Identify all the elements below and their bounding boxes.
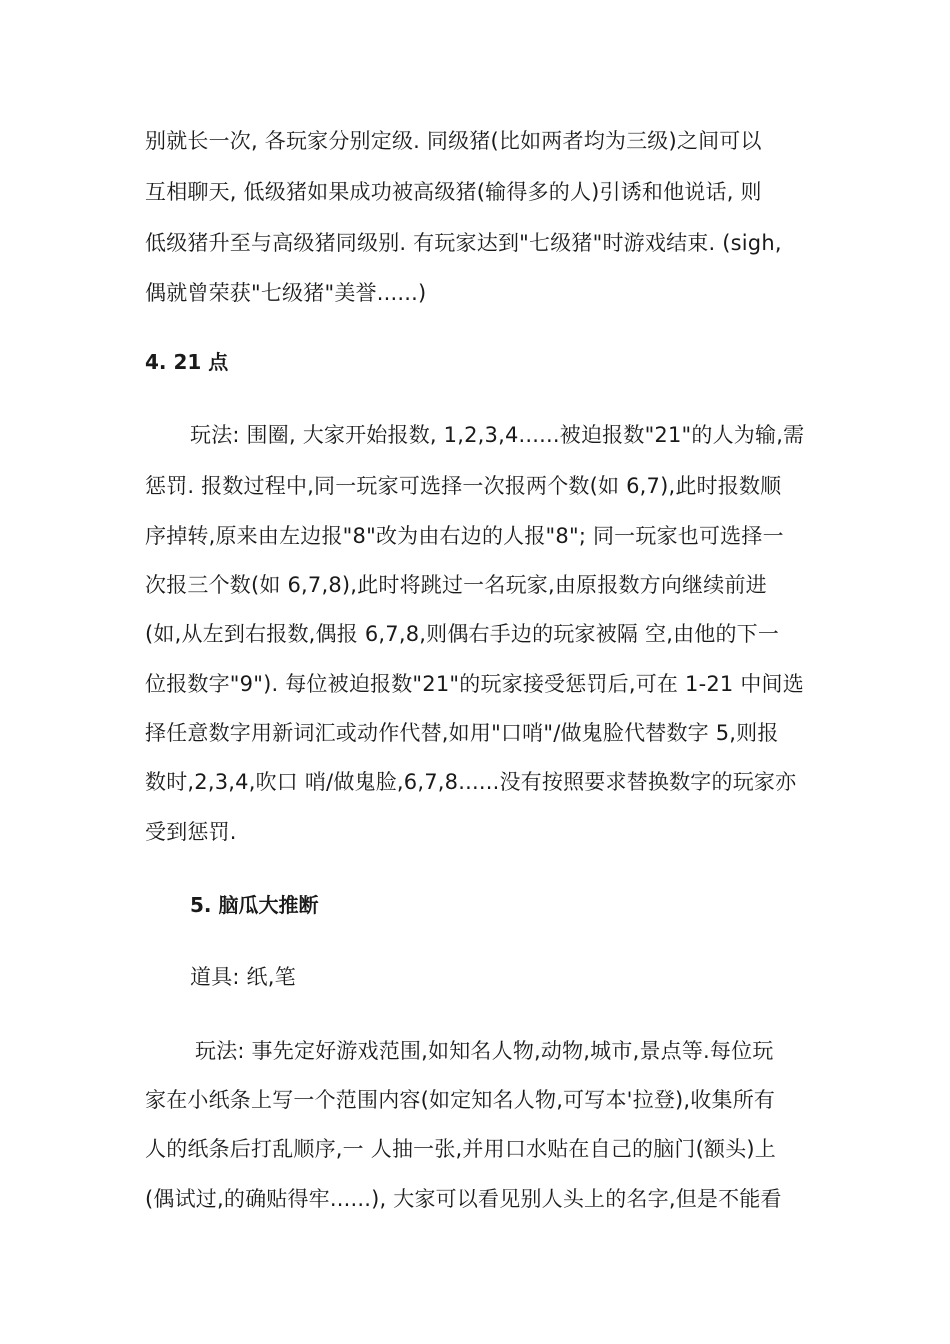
paragraph-line: (如,从左到右报数,偶报 6,7,8,则偶右手边的玩家被隔 空,由他的下一 xyxy=(145,622,780,646)
paragraph-line: 惩罚. 报数过程中,同一玩家可选择一次报两个数(如 6,7),此时报数顺 xyxy=(145,474,782,498)
paragraph-line: 人的纸条后打乱顺序,一 人抽一张,并用口水贴在自己的脑门(额头)上 xyxy=(145,1137,777,1161)
section-heading-brain-guess: 5. 脑瓜大推断 xyxy=(190,893,319,917)
paragraph-line: 次报三个数(如 6,7,8),此时将跳过一名玩家,由原报数方向继续前进 xyxy=(145,573,767,597)
paragraph-line: 互相聊天, 低级猪如果成功被高级猪(输得多的人)引诱和他说话, 则 xyxy=(145,180,762,204)
paragraph-line: 别就长一次, 各玩家分别定级. 同级猪(比如两者均为三级)之间可以 xyxy=(145,129,762,153)
paragraph-line: 数时,2,3,4,吹口 哨/做鬼脸,6,7,8......没有按照要求替换数字的玩家亦 xyxy=(145,770,797,794)
paragraph-line: 低级猪升至与高级猪同级别. 有玩家达到"七级猪"时游戏结束. (sigh, xyxy=(145,231,782,255)
section-heading-21-points: 4. 21 点 xyxy=(145,350,229,374)
paragraph-line: 受到惩罚. xyxy=(145,820,237,844)
paragraph-line: 家在小纸条上写一个范围内容(如定知名人物,可写本'拉登),收集所有 xyxy=(145,1088,776,1112)
paragraph-line: 玩法: 围圈, 大家开始报数, 1,2,3,4......被迫报数"21"的人为输,需 xyxy=(190,423,805,447)
paragraph-line: 玩法: 事先定好游戏范围,如知名人物,动物,城市,景点等.每位玩 xyxy=(195,1039,774,1063)
paragraph-line: 序掉转,原来由左边报"8"改为由右边的人报"8"; 同一玩家也可选择一 xyxy=(145,524,784,548)
paragraph-line: 择任意数字用新词汇或动作代替,如用"口哨"/做鬼脸代替数字 5,则报 xyxy=(145,721,779,745)
paragraph-line: 偶就曾荣获"七级猪"美誉......) xyxy=(145,281,427,305)
props-line: 道具: 纸,笔 xyxy=(190,965,296,989)
paragraph-line: (偶试过,的确贴得牢......), 大家可以看见别人头上的名字,但是不能看 xyxy=(145,1187,782,1211)
paragraph-line: 位报数字"9"). 每位被迫报数"21"的玩家接受惩罚后,可在 1-21 中间选 xyxy=(145,672,804,696)
